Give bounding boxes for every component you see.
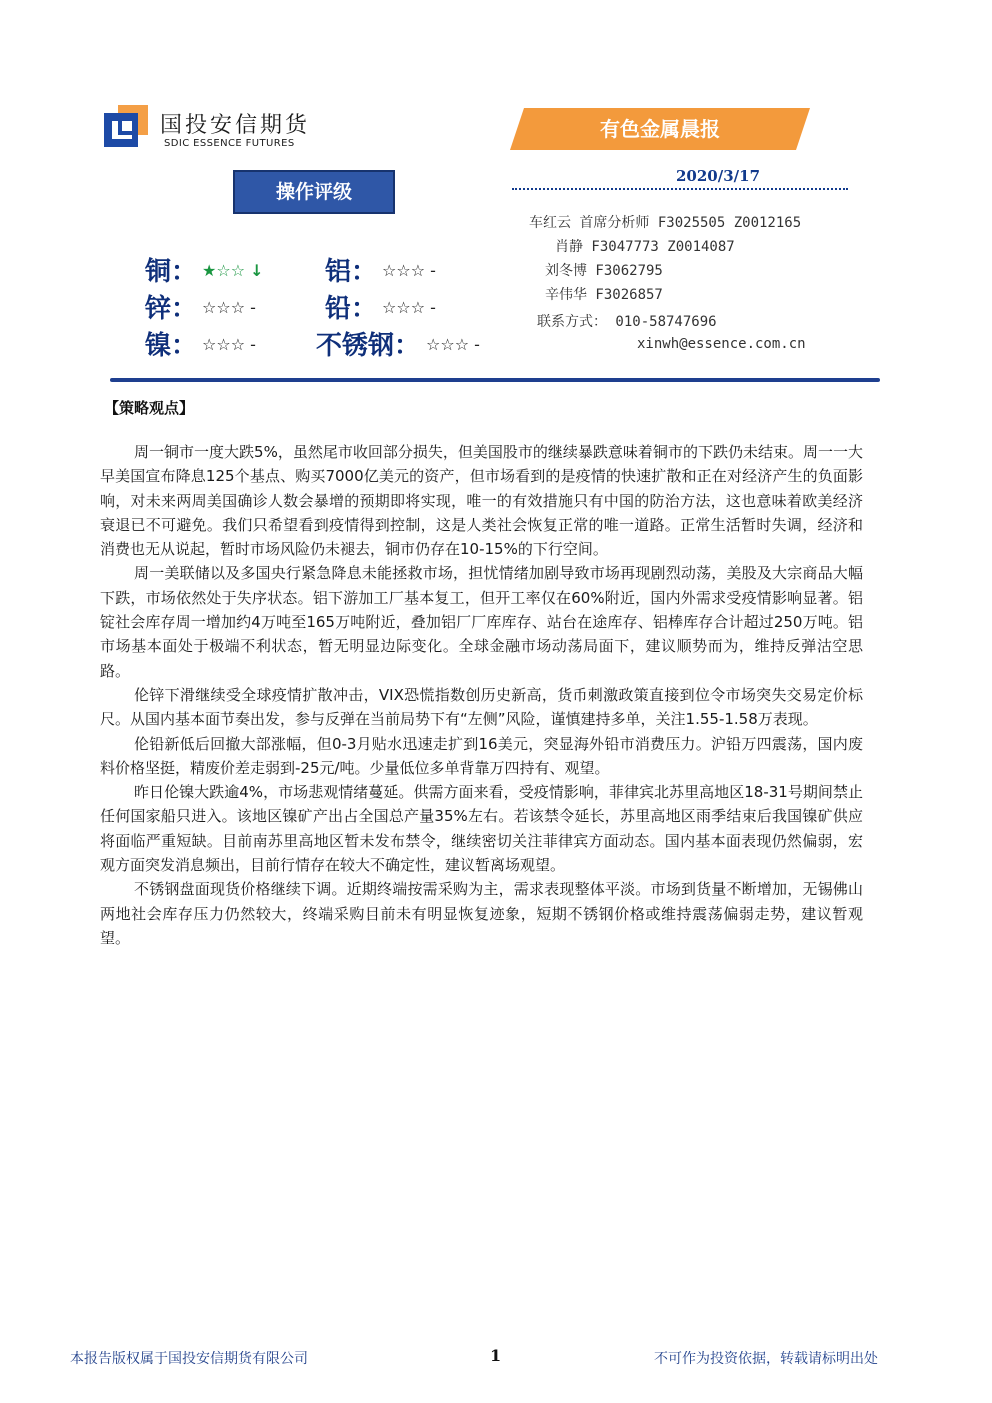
rating-stars-ni: ☆☆☆ - (202, 335, 256, 354)
metal-label-ni: 镍： (145, 331, 198, 361)
metal-label-al: 铝： (325, 257, 378, 287)
contact-email[interactable]: xinwh@essence.com.cn (637, 336, 806, 352)
analyst-line: 刘冬博 F3062795 (545, 263, 663, 279)
metal-label-zn: 锌： (145, 294, 198, 324)
analyst-line: 肖静 F3047773 Z0014087 (555, 239, 735, 255)
logo-name-en: SDIC ESSENCE FUTURES (164, 138, 295, 149)
metal-label-cu: 铜： (145, 257, 198, 287)
footer-disclaimer: 不可作为投资依据，转载请标明出处 (654, 1351, 878, 1367)
logo-name-cn: 国投安信期货 (160, 113, 311, 138)
footer-copyright: 本报告版权属于国投安信期货有限公司 (70, 1351, 308, 1367)
report-date: 2020/3/17 (676, 167, 761, 185)
company-logo-icon (104, 103, 152, 151)
paragraph-copper: 周一铜市一度大跌5%，虽然尾市收回部分损失，但美国股市的继续暴跌意味着铜市的下跌仍未结束。周一一大早美国宣布降息125个基点、购买7000亿美元的资产，但市场看到的是疫情的快速扩散和正在对经济产生的负面影响，对未来两周美国确诊人数会暴增的预期即将实现，唯一的有效措施只有中国的防治方法，这也意味着欧美经济衰退已不可避免。我们只希望看到疫情得到控制，这是人类社会恢复正常的唯一道路。正常生活暂时失调，经济和消费也无从说起，暂时市场风险仍未褪去，铜市仍存在10-15%的下行空间。 (100, 443, 863, 559)
rating-stars-pb: ☆☆☆ - (382, 298, 436, 317)
metal-label-pb: 铅： (325, 294, 378, 324)
rating-stars-cu: ★☆☆ ↓ (202, 261, 264, 280)
strategy-body (100, 440, 863, 950)
metal-label-ss: 不锈钢： (316, 331, 421, 361)
page-number: 1 (490, 1346, 502, 1365)
contact-phone: 联系方式： 010-58747696 (537, 314, 717, 330)
header-divider (110, 378, 880, 382)
paragraph-zinc: 伦锌下滑继续受全球疫情扩散冲击，VIX恐慌指数创历史新高，货币刺激政策直接到位令市场突失交易定价标尺。从国内基本面节奏出发，参与反弹在当前局势下有“左侧”风险，谨慎建持多单，关注1.55-1.58万表现。 (100, 685, 863, 729)
analyst-line: 辛伟华 F3026857 (545, 287, 663, 303)
paragraph-lead: 伦铅新低后回撤大部涨幅，但0-3月贴水迅速走扩到16美元，突显海外铅市消费压力。沪铅万四震荡，国内废料价格坚挺，精废价差走弱到-25元/吨。少量低位多单背靠万四持有、观望。 (100, 734, 863, 777)
rating-stars-ss: ☆☆☆ - (426, 335, 480, 354)
paragraph-nickel: 昨日伦镍大跌逾4%，市场悲观情绪蔓延。供需方面来看，受疫情影响，菲律宾北苏里高地区18-31号期间禁止任何国家船只进入。该地区镍矿产出占全国总产量35%左右。若该禁令延长，苏里高地区雨季结束后我国镍矿供应将面临严重短缺。目前南苏里高地区暂未发布禁令，继续密切关注菲律宾方面动态。国内基本面表现仍然偏弱，宏观方面突发消息频出，目前行情存在较大不确定性，建议暂离场观望。 (100, 783, 863, 875)
rating-stars-zn: ☆☆☆ - (202, 298, 256, 317)
rating-label-box: 操作评级 (233, 170, 395, 214)
paragraph-stainless: 不锈钢盘面现货价格继续下调。近期终端按需采购为主，需求表现整体平淡。市场到货量不断增加，无锡佛山两地社会库存压力仍然较大，终端采购目前未有明显恢复迹象，短期不锈钢价格或维持震荡偏弱走势，建议暂观望。 (100, 880, 863, 947)
analyst-line: 车红云 首席分析师 F3025505 Z0012165 (529, 215, 802, 231)
rating-stars-al: ☆☆☆ - (382, 261, 436, 280)
report-title: 有色金属晨报 (600, 117, 720, 141)
section-title: 【策略观点】 (104, 399, 195, 417)
date-divider (512, 188, 848, 190)
paragraph-aluminum: 周一美联储以及多国央行紧急降息未能拯救市场，担忧情绪加剧导致市场再现剧烈动荡，美股及大宗商品大幅下跌，市场依然处于失序状态。铝下游加工厂基本复工，但开工率仅在60%附近，国内外需求受疫情影响显著。铝锭社会库存周一增加约4万吨至165万吨附近，叠加铝厂厂库库存、站台在途库存、铝棒库存合计超过250万吨。铝市场基本面处于极端不利状态，暂无明显边际变化。全球金融市场动荡局面下，建议顺势而为，维持反弹沽空思路。 (100, 564, 863, 680)
